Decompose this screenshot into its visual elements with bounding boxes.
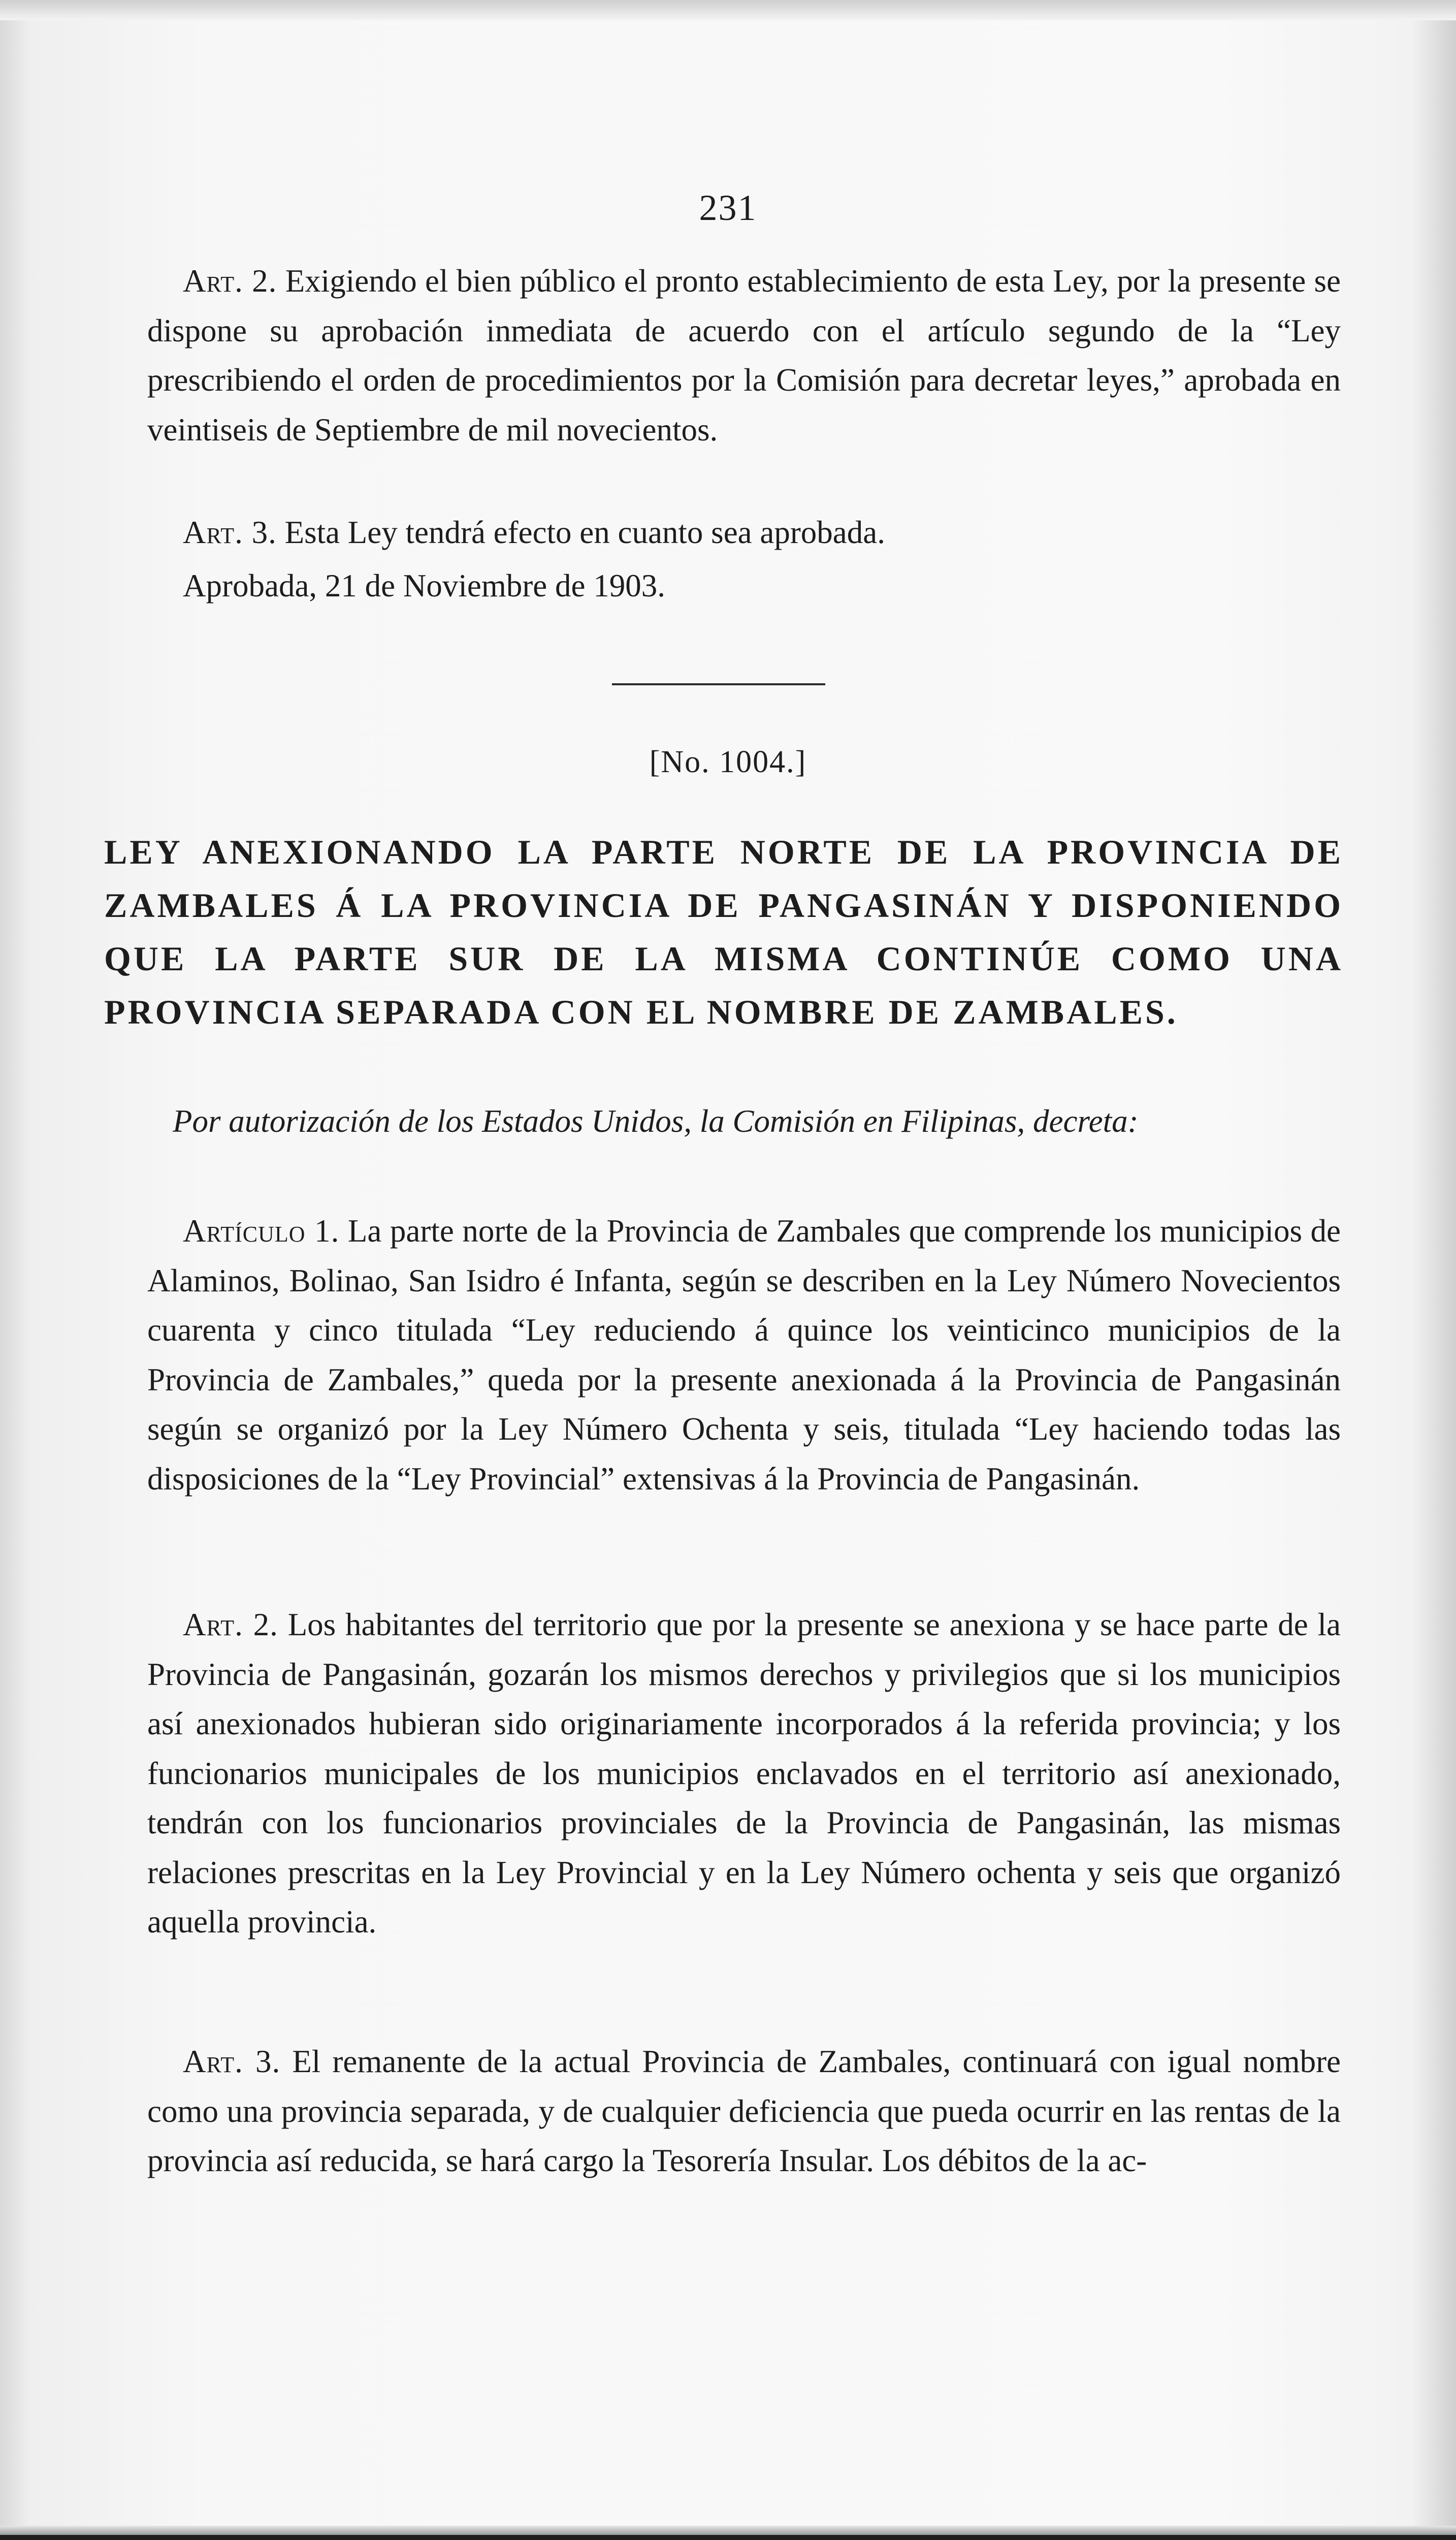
prev-article-3 (147, 508, 1341, 558)
section-divider (612, 683, 825, 685)
article-label: Art. 2. (183, 1607, 278, 1642)
article-2 (147, 1600, 1341, 1947)
article-label: Artículo 1. (183, 1213, 340, 1249)
article-label: Art. 2. (183, 263, 277, 299)
scan-background (0, 2535, 1456, 2540)
prev-article-2 (147, 257, 1341, 455)
law-title: LEY ANEXIONANDO LA PARTE NORTE DE LA PROVINCIA DE ZAMBALES Á LA PROVINCIA DE PANGASINÁN Y DISPONIENDO QUE LA PARTE SUR DE LA MISMA CONTINÚE COMO UNA PROVINCIA SEPARADA CON EL NOMBRE DE ZAMBALES. (104, 833, 1343, 1031)
page-top-shadow (0, 0, 1456, 20)
approval-date: Aprobada, 21 de Noviembre de 1903. (183, 568, 665, 604)
article-1 (147, 1206, 1341, 1504)
article-label: Art. 3. (183, 515, 277, 550)
article-3 (147, 2037, 1341, 2186)
article-text: Esta Ley tendrá efecto en cuanto sea aprobada. (284, 515, 885, 550)
article-label: Art. 3. (183, 2044, 281, 2079)
article-text: La parte norte de la Provincia de Zambales que comprende los municipios de Alaminos, Bolinao, San Isidro é Infanta, según se describen en la Ley Número Novecientos cuarenta y cinco titulada “Ley reduciendo á quince los veinticinco municipios de la Provincia de Zambales,” queda por la presente anexionada á la Provincia de Pangasinán según se organizó por la Ley Número Ochenta y seis, titulada “Ley haciendo todas las disposiciones de la “Ley Provincial” extensivas á la Provincia de Pangasinán. (147, 1213, 1341, 1497)
law-number: [No. 1004.] (649, 745, 807, 779)
article-text: Exigiendo el bien público el pronto establecimiento de esta Ley, por la presente se dispone su aprobación inmediata de acuerdo con el artículo segundo de la “Ley prescribiendo el orden de procedimientos por la Comisión para decretar leyes,” aprobada en veintiseis de Septiembre de mil novecientos. (147, 263, 1341, 448)
page-number: 231 (699, 187, 757, 228)
article-text: Los habitantes del territorio que por la presente se anexiona y se hace parte de la Provincia de Pangasinán, gozarán los mismos derechos y privilegios que si los municipios así anexionados hubieran sido originariamente incorporados á la referida provincia; y los funcionarios municipales de los municipios enclavados en el territorio así anexionado, tendrán con los funcionarios provinciales de la Provincia de Pangasinán, las mismas relaciones prescritas en la Ley Provincial y en la Ley Número ochenta y seis que organizó aquella provincia. (147, 1607, 1341, 1940)
article-text: El remanente de la actual Provincia de Zambales, continuará con igual nombre como una provincia separada, y de cualquier deficiencia que pueda ocurrir en las rentas de la provincia así reducida, se hará cargo la Tesorería Insular. Los débitos de la ac- (147, 2044, 1341, 2178)
enacting-clause: Por autorización de los Estados Unidos, la Comisión en Filipinas, decreta: (173, 1103, 1139, 1139)
